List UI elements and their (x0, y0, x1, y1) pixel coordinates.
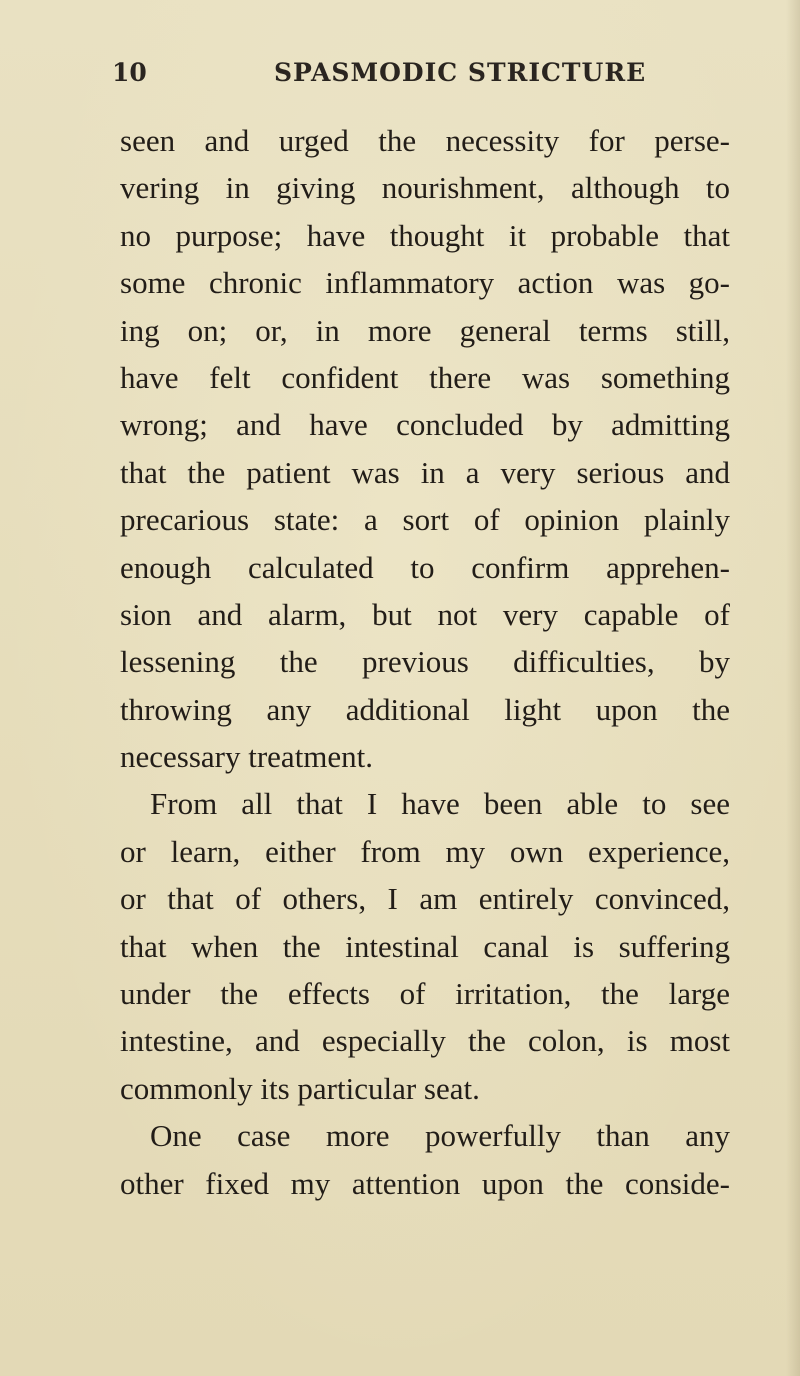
text-line: have felt confident there was something (120, 359, 730, 395)
text-line: intestine, and especially the colon, is most (120, 1023, 730, 1059)
text-line: One case more powerfully than any (150, 1118, 730, 1154)
text-line: or learn, either from my own experience, (120, 833, 730, 869)
text-line: From all that I have been able to see (150, 786, 730, 822)
text-line: seen and urged the necessity for perse- (120, 123, 730, 158)
text-line: precarious state: a sort of opinion plainly (120, 502, 730, 538)
text-line: wrong; and have concluded by admitting (120, 407, 730, 443)
text-line: under the effects of irritation, the large (120, 976, 730, 1012)
text-line: other fixed my attention upon the conside- (120, 1165, 730, 1201)
text-line: throwing any additional light upon the (120, 691, 730, 727)
text-line: that when the intestinal canal is suffering (120, 928, 730, 964)
text-line: commonly its particular seat. (120, 1070, 480, 1106)
text-line: that the patient was in a very serious and (120, 454, 730, 490)
page-edge-shadow (786, 0, 800, 1376)
text-line: sion and alarm, but not very capable of (120, 596, 730, 632)
text-line: ing on; or, in more general terms still, (120, 312, 730, 348)
running-head: SPASMODIC STRICTURE (274, 58, 647, 87)
text-line: vering in giving nourishment, although to (120, 170, 730, 206)
body-text (120, 117, 730, 1207)
text-line: lessening the previous difficulties, by (120, 644, 730, 680)
text-line: or that of others, I am entirely convinced, (120, 881, 730, 917)
page-header (0, 50, 800, 90)
page-number: 10 (112, 58, 147, 87)
text-line: enough calculated to confirm apprehen- (120, 549, 730, 585)
text-line: necessary treatment. (120, 739, 374, 775)
text-line: some chronic inflammatory action was go- (120, 265, 730, 301)
text-line: no purpose; have thought it probable that (120, 217, 730, 253)
